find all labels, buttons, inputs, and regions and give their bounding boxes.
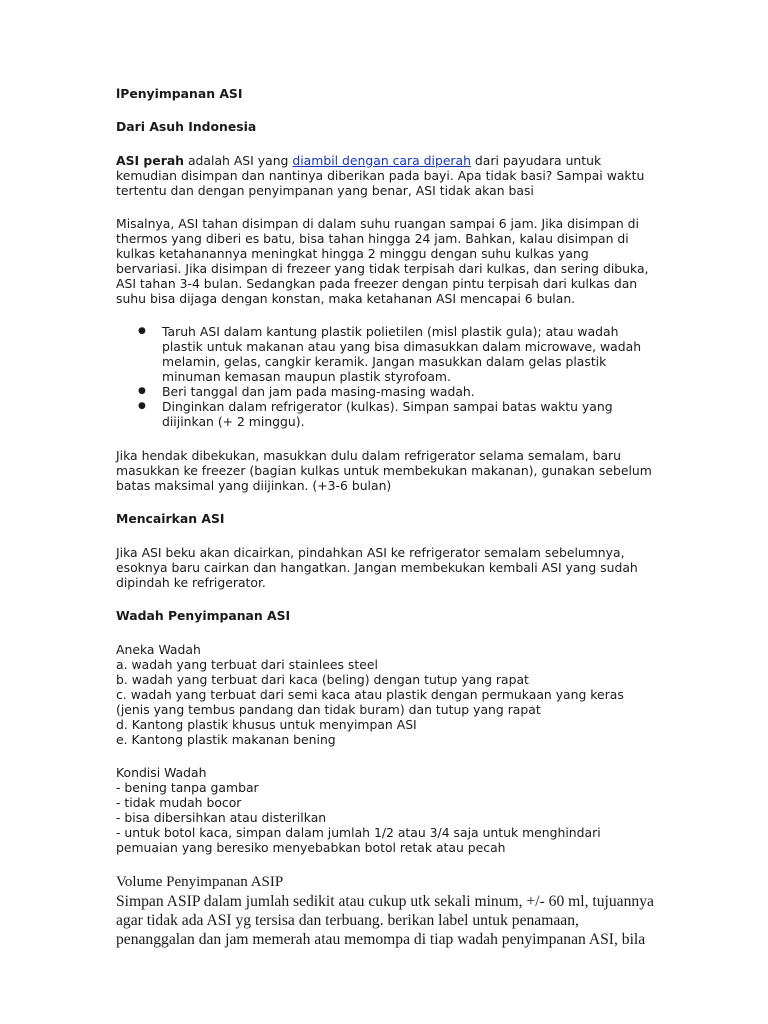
kondisi-wadah-title: Kondisi Wadah	[116, 765, 207, 780]
mencairkan-paragraph: Jika ASI beku akan dicairkan, pindahkan ASI ke refrigerator semalam sebelumnya, esoknya baru cairkan dan hangatkan. Jangan membekukan kembali ASI yang sudah dipindah ke refrigerator.	[116, 545, 638, 590]
list-item: c. wadah yang terbuat dari semi kaca atau plastik dengan permukaan yang keras (jenis yang tembus pandang dan tidak buram) dan tutup yang rapat	[116, 687, 624, 717]
list-item: ● Taruh ASI dalam kantung plastik polietilen (misl plastik gula); atau wadah plastik untuk makanan atau yang bisa dimasukkan dalam microwave, wadah melamin, gelas, cangkir keramik. Jangan masukkan dalam gelas plastik minuman kemasan maupun plastik styrofoam.	[162, 324, 656, 384]
intro-paragraph	[116, 153, 656, 198]
aneka-wadah-block	[116, 642, 656, 747]
volume-section	[116, 873, 656, 949]
document-content	[116, 86, 656, 949]
list-item: - bening tanpa gambar	[116, 780, 259, 795]
volume-paragraph: Simpan ASIP dalam jumlah sedikit atau cukup utk sekali minum, +/- 60 ml, tujuannya agar tidak ada ASI yg tersisa dan terbuang. berikan label untuk penamaan, penanggalan dan jam memerah atau memompa di tiap wadah penyimpanan ASI, bila	[116, 893, 654, 948]
list-item: ● Dinginkan dalam refrigerator (kulkas). Simpan sampai batas waktu yang diijinkan (+ 2 minggu).	[162, 399, 656, 429]
diperah-link[interactable]: diambil dengan cara diperah	[292, 153, 471, 168]
list-item: a. wadah yang terbuat dari stainlees steel	[116, 657, 378, 672]
intro-text-pre: adalah ASI yang	[184, 153, 293, 168]
list-item: ● Beri tanggal dan jam pada masing-masing wadah.	[162, 384, 656, 399]
kondisi-wadah-block	[116, 765, 656, 855]
wadah-heading: Wadah Penyimpanan ASI	[116, 608, 291, 623]
list-item: e. Kantong plastik makanan bening	[116, 732, 336, 747]
mencairkan-heading: Mencairkan ASI	[116, 511, 225, 526]
intro-bold-term: ASI perah	[116, 153, 185, 168]
source-line: Dari Asuh Indonesia	[116, 119, 257, 134]
volume-heading: Volume Penyimpanan ASIP	[116, 874, 284, 890]
document-title: lPenyimpanan ASI	[116, 86, 243, 101]
freezing-paragraph: Jika hendak dibekukan, masukkan dulu dalam refrigerator selama semalam, baru masukkan ke freezer (bagian kulkas untuk membekukan makanan), gunakan sebelum batas maksimal yang diijinkan. (+3-6 bulan)	[116, 448, 652, 493]
storage-steps-list	[116, 324, 656, 429]
list-item: - untuk botol kaca, simpan dalam jumlah 1/2 atau 3/4 saja untuk menghindari pemuaian yang beresiko menyebabkan botol retak atau pecah	[116, 825, 601, 855]
storage-duration-paragraph: Misalnya, ASI tahan disimpan di dalam suhu ruangan sampai 6 jam. Jika disimpan di thermos yang diberi es batu, bisa tahan hingga 24 jam. Bahkan, kalau disimpan di kulkas ketahanannya meningkat hingga 2 minggu dengan suhu kulkas yang bervariasi. Jika disimpan di frezeer yang tidak terpisah dari kulkas, dan sering dibuka, ASI tahan 3-4 bulan. Sedangkan pada freezer dengan pintu terpisah dari kulkas dan suhu bisa dijaga dengan konstan, maka ketahanan ASI mencapai 6 bulan.	[116, 216, 649, 306]
list-item: - bisa dibersihkan atau disterilkan	[116, 810, 327, 825]
list-item: b. wadah yang terbuat dari kaca (beling) dengan tutup yang rapat	[116, 672, 529, 687]
aneka-wadah-title: Aneka Wadah	[116, 642, 201, 657]
list-item: d. Kantong plastik khusus untuk menyimpan ASI	[116, 717, 417, 732]
list-item: - tidak mudah bocor	[116, 795, 242, 810]
intro-text-post: dari payudara untuk kemudian disimpan dan nantinya diberikan pada bayi. Apa tidak basi? Sampai waktu tertentu dan dengan penyimpanan yang benar, ASI tidak akan basi	[116, 153, 645, 198]
